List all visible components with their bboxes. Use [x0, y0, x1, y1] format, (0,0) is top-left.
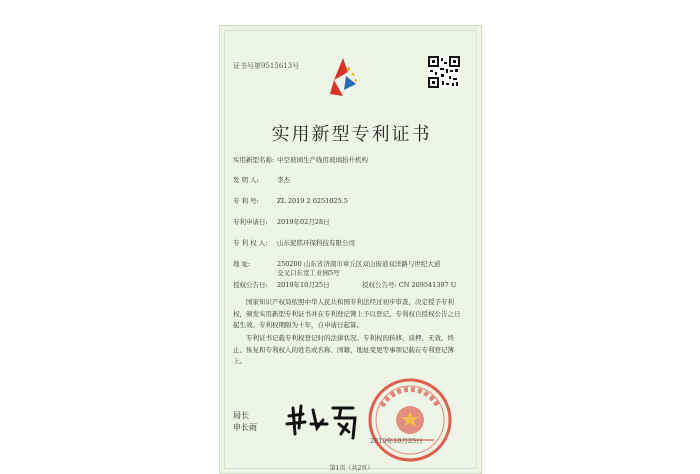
field-address-line2: 交叉口东堂工业园5号 [277, 269, 340, 277]
field-value: 中空玻璃生产线用玻璃抬升机构 [277, 156, 368, 164]
field-label: 专利申请日: [233, 218, 268, 226]
field-value: 2019年10月25日 [277, 281, 330, 289]
field-patent-number [233, 196, 348, 205]
field-inventor [233, 175, 290, 184]
field-grant-date [233, 280, 330, 289]
statement-paragraph-1: 国家知识产权局依照中华人民共和国专利法经过初步审查，决定授予专利权，颁发实用新型专利证书并在专利登记簿上予以登记。专利权自授权公告之日起生效。专利权期限为十年，自申请日起算。 [233, 298, 461, 329]
statement-paragraph-2: 专利证书记载专利权登记时的法律状况。专利权的转移、质押、无效、终止、恢复和专利权人的姓名或名称、国籍、地址变更等事项记载在专利登记簿上。 [233, 334, 454, 365]
field-address [233, 259, 440, 268]
field-label: 专 利 权 人: [233, 239, 268, 247]
field-label: 授权公告日: [233, 281, 268, 289]
director-signature-icon [283, 398, 361, 448]
field-label: 发 明 人: [233, 176, 259, 184]
official-seal-icon [366, 376, 454, 464]
page-footer: 第1页（共2页） [329, 465, 374, 472]
field-value: 2019年02月28日 [277, 218, 330, 226]
field-publication-number [362, 280, 456, 289]
field-label: 授权公告号: [362, 281, 397, 289]
field-label: 专 利 号: [233, 197, 259, 205]
field-label: 地 址: [233, 260, 251, 268]
patent-certificate [219, 25, 482, 474]
field-value: CN 209541397 U [398, 281, 457, 289]
field-value: 山东泥铭环保科技有限公司 [277, 239, 355, 247]
field-application-date [233, 217, 330, 226]
qr-code-icon [428, 56, 460, 88]
field-value: ZL 2019 2 0251025.5 [277, 197, 348, 205]
certificate-title: 实用新型专利证书 [271, 124, 432, 145]
field-value: 250200 山东省济南市章丘区双山街道双洋路与世纪大道 [277, 260, 441, 268]
patent-office-logo-icon [320, 54, 366, 100]
director-title: 局长 [233, 411, 249, 420]
field-utility-model-name [233, 155, 368, 164]
field-patentee [233, 238, 355, 247]
certificate-number: 证书号第9515613号 [233, 62, 300, 70]
field-label: 实用新型名称: [233, 156, 275, 164]
director-name: 申长雨 [233, 423, 257, 432]
director-block [233, 410, 257, 434]
seal-date: 2019年10月25日 [370, 437, 423, 445]
field-value: 李杰 [277, 176, 290, 184]
